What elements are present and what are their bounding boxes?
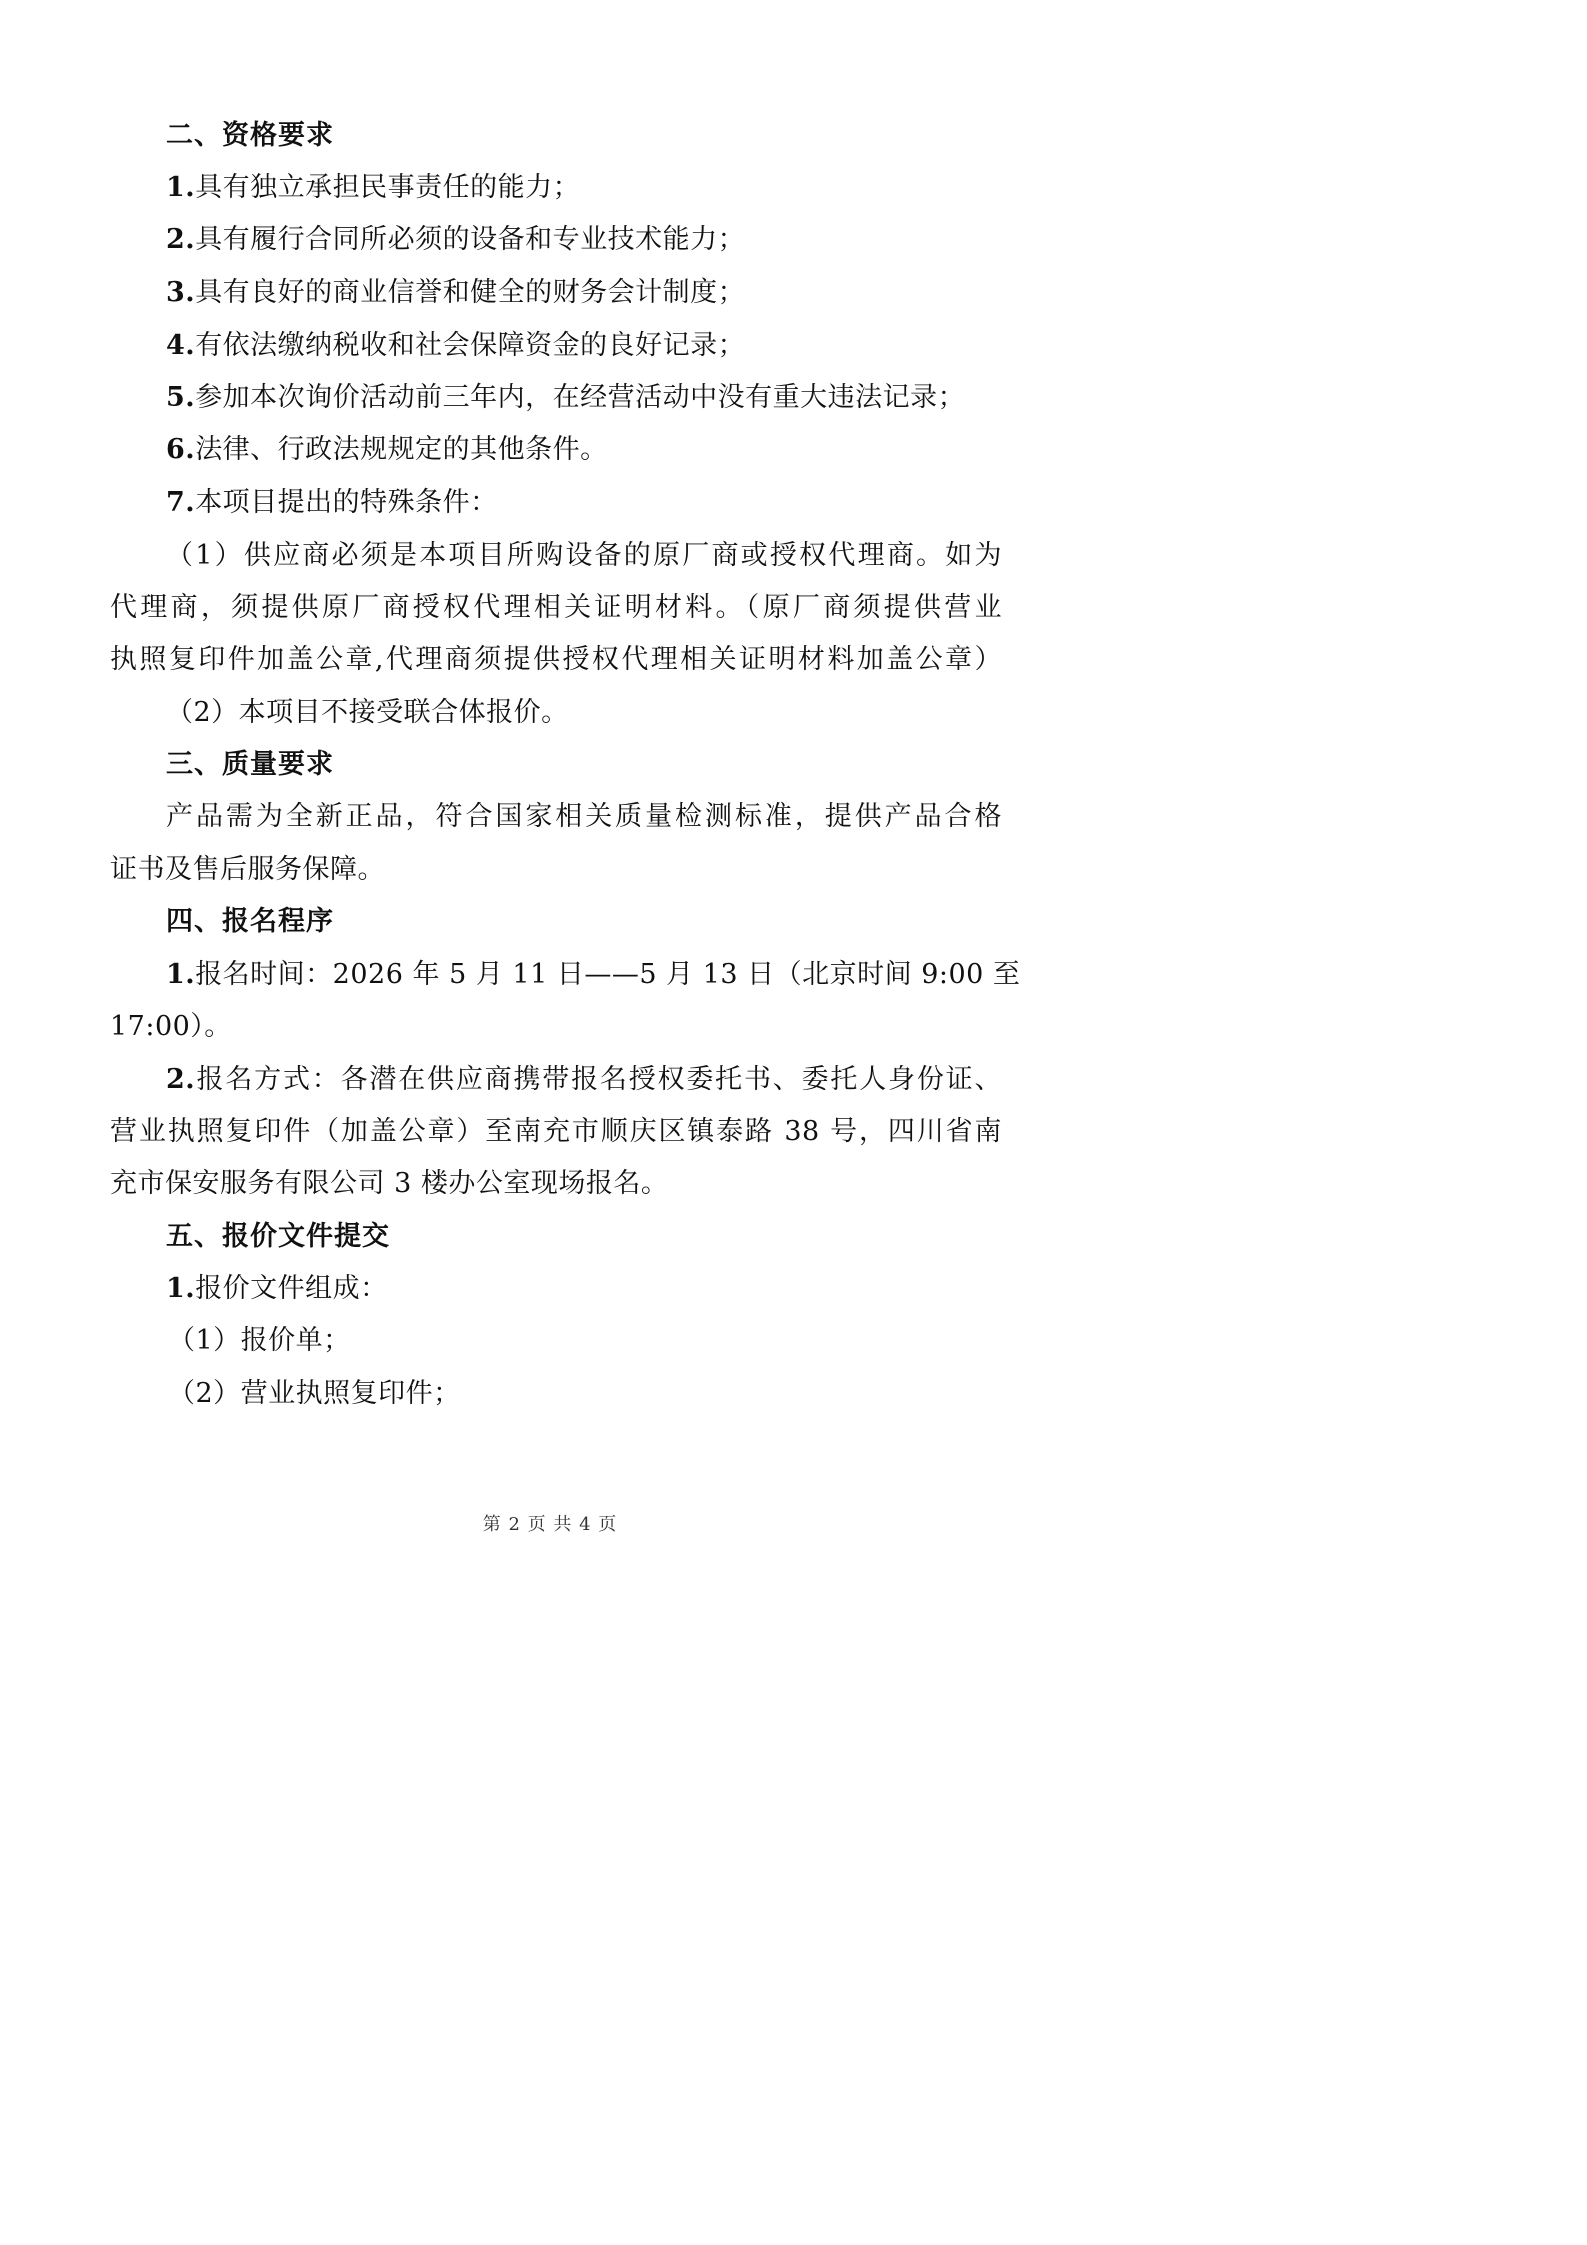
item-number: 1. bbox=[166, 172, 196, 203]
list-item bbox=[166, 326, 1002, 366]
registration-method-line-3: 充市保安服务有限公司 3 楼办公室现场报名。 bbox=[110, 1168, 669, 1199]
list-item bbox=[166, 220, 1002, 260]
list-item bbox=[166, 483, 1002, 523]
special-condition-1-line-1: （1）供应商必须是本项目所购设备的原厂商或授权代理商。如为 bbox=[166, 540, 1002, 571]
registration-method-line-1 bbox=[166, 1060, 1002, 1100]
list-item bbox=[166, 430, 1002, 470]
list-item bbox=[166, 1269, 1002, 1309]
section-heading-submission: 五、报价文件提交 bbox=[166, 1221, 390, 1252]
registration-time-line-2: 17:00）。 bbox=[110, 1011, 232, 1042]
special-condition-1-line-2: 代理商，须提供原厂商授权代理相关证明材料。（原厂商须提供营业 bbox=[110, 592, 1002, 623]
item-number: 2. bbox=[166, 1064, 196, 1095]
item-text: 具有独立承担民事责任的能力； bbox=[195, 172, 581, 203]
quality-paragraph-line-2: 证书及售后服务保障。 bbox=[110, 854, 385, 885]
item-number: 4. bbox=[166, 330, 196, 361]
item-text: 报名时间：2026 年 5 月 11 日——5 月 13 日（北京时间 9:00 至 bbox=[195, 959, 1021, 990]
item-text: 报名方式：各潜在供应商携带报名授权委托书、委托人身份证、 bbox=[195, 1064, 1002, 1095]
list-item bbox=[166, 378, 1002, 418]
item-text: 法律、行政法规规定的其他条件。 bbox=[195, 434, 608, 465]
section-heading-qualifications: 二、资格要求 bbox=[166, 120, 334, 151]
item-text: 具有履行合同所必须的设备和专业技术能力； bbox=[195, 224, 746, 255]
item-number: 7. bbox=[166, 487, 196, 518]
item-text: 报价文件组成： bbox=[195, 1273, 388, 1304]
submission-sub-item-1: （1）报价单； bbox=[168, 1325, 351, 1356]
page-number: 第 2 页 共 4 页 bbox=[482, 1514, 618, 1535]
special-condition-1-line-3: 执照复印件加盖公章,代理商须提供授权代理相关证明材料加盖公章） bbox=[110, 644, 1002, 675]
item-text: 有依法缴纳税收和社会保障资金的良好记录； bbox=[195, 330, 746, 361]
item-text: 本项目提出的特殊条件： bbox=[195, 487, 498, 518]
section-heading-quality: 三、质量要求 bbox=[166, 749, 334, 780]
item-number: 5. bbox=[166, 382, 196, 413]
submission-sub-item-2: （2）营业执照复印件； bbox=[168, 1378, 461, 1409]
item-text: 具有良好的商业信誉和健全的财务会计制度； bbox=[195, 277, 746, 308]
registration-method-line-2: 营业执照复印件（加盖公章）至南充市顺庆区镇泰路 38 号，四川省南 bbox=[110, 1116, 1002, 1147]
quality-paragraph-line-1: 产品需为全新正品，符合国家相关质量检测标准，提供产品合格 bbox=[166, 801, 1002, 832]
item-number: 1. bbox=[166, 959, 196, 990]
list-item bbox=[166, 273, 1002, 313]
document-page bbox=[0, 0, 1100, 1555]
list-item bbox=[166, 168, 1002, 208]
item-number: 2. bbox=[166, 224, 196, 255]
section-heading-registration: 四、报名程序 bbox=[166, 906, 334, 937]
item-text: 参加本次询价活动前三年内，在经营活动中没有重大违法记录； bbox=[195, 382, 966, 413]
item-number: 1. bbox=[166, 1273, 196, 1304]
special-condition-2: （2）本项目不接受联合体报价。 bbox=[166, 697, 569, 728]
registration-time-line-1 bbox=[166, 955, 1021, 995]
item-number: 3. bbox=[166, 277, 196, 308]
item-number: 6. bbox=[166, 434, 196, 465]
